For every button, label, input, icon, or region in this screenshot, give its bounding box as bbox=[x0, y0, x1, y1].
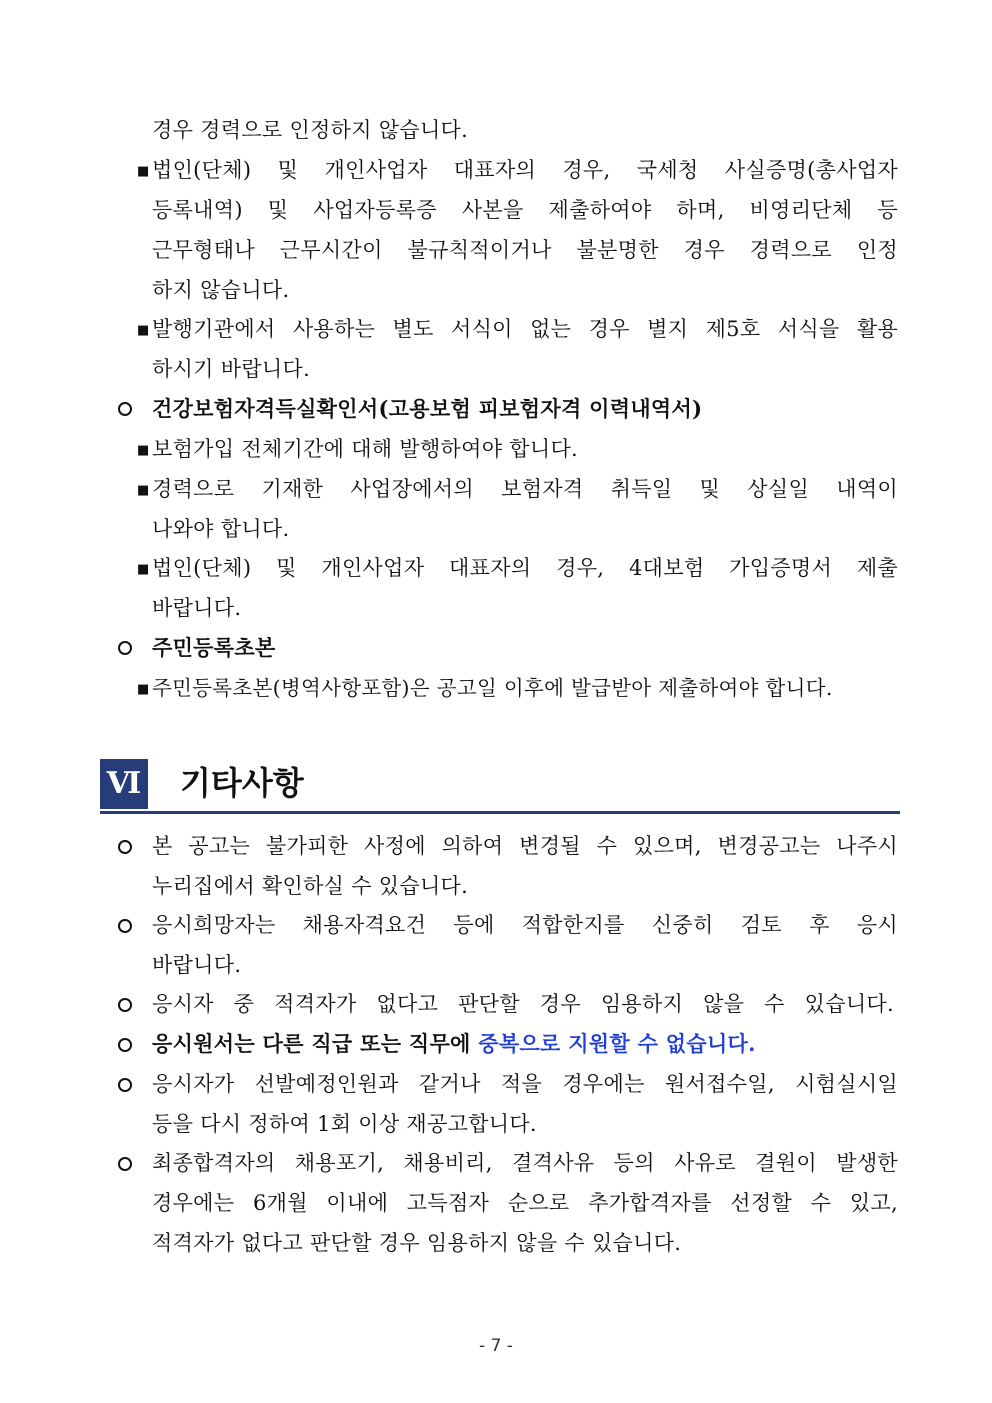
bullet-text: 보험가입 전체기간에 대해 발행하여야 합니다. bbox=[152, 437, 579, 461]
highlight-text: 중복으로 지원할 수 없습니다. bbox=[478, 1031, 756, 1056]
circle-bullet-icon bbox=[118, 1157, 132, 1171]
continuation-line: 경우 경력으로 인정하지 않습니다. bbox=[152, 118, 469, 142]
bullet-square-icon: ■ bbox=[137, 164, 150, 179]
bullet-text: 발행기관에서 사용하는 별도 서식이 없는 경우 별지 제5호 서식을 활용 bbox=[152, 317, 898, 341]
circle-bullet-icon bbox=[118, 840, 132, 854]
item-text: 응시자가 선발예정인원과 같거나 적을 경우에는 원서접수일, 시험실시일 bbox=[152, 1072, 898, 1096]
bullet-square-icon: ■ bbox=[137, 483, 150, 498]
circle-bullet-icon bbox=[118, 641, 132, 655]
bullet-text: 법인(단체) 및 개인사업자 대표자의 경우, 국세청 사실증명(총사업자 bbox=[152, 158, 898, 182]
bullet-text: 근무형태나 근무시간이 불규칙적이거나 불분명한 경우 경력으로 인정 bbox=[152, 238, 898, 262]
item-text: 본 공고는 불가피한 사정에 의하여 변경될 수 있으며, 변경공고는 나주시 bbox=[152, 834, 898, 858]
bullet-text: 하시기 바랍니다. bbox=[152, 357, 311, 381]
item-text: 바랍니다. bbox=[152, 953, 242, 977]
item-text: 최종합격자의 채용포기, 채용비리, 결격사유 등의 사유로 결원이 발생한 bbox=[152, 1151, 898, 1175]
bullet-text: 경력으로 기재한 사업장에서의 보험자격 취득일 및 상실일 내역이 bbox=[152, 477, 898, 501]
bullet-text: 바랍니다. bbox=[152, 596, 242, 620]
item-text: 적격자가 없다고 판단할 경우 임용하지 않을 수 있습니다. bbox=[152, 1231, 682, 1255]
bullet-text: 하지 않습니다. bbox=[152, 278, 290, 302]
item-text: 등을 다시 정하여 1회 이상 재공고합니다. bbox=[152, 1112, 537, 1136]
item-text: 경우에는 6개월 이내에 고득점자 순으로 추가합격자를 선정할 수 있고, bbox=[152, 1191, 898, 1215]
subheading: 주민등록초본 bbox=[152, 635, 276, 660]
item-text: 응시자 중 적격자가 없다고 판단할 경우 임용하지 않을 수 있습니다. bbox=[152, 992, 894, 1016]
bullet-text: 나와야 합니다. bbox=[152, 517, 290, 541]
bullet-square-icon: ■ bbox=[137, 682, 150, 697]
page-number: - 7 - bbox=[479, 1336, 513, 1356]
bullet-square-icon: ■ bbox=[137, 562, 150, 577]
circle-bullet-icon bbox=[118, 1078, 132, 1092]
circle-bullet-icon bbox=[118, 402, 132, 416]
section-divider bbox=[100, 811, 900, 814]
bullet-text: 법인(단체) 및 개인사업자 대표자의 경우, 4대보험 가입증명서 제출 bbox=[152, 556, 898, 580]
item-text: 응시희망자는 채용자격요건 등에 적합한지를 신중히 검토 후 응시 bbox=[152, 913, 898, 937]
item-text-emphasis bbox=[152, 1030, 756, 1058]
subheading: 건강보험자격득실확인서(고용보험 피보험자격 이력내역서) bbox=[152, 396, 703, 421]
bullet-square-icon: ■ bbox=[137, 323, 150, 338]
bullet-square-icon: ■ bbox=[137, 443, 150, 458]
circle-bullet-icon bbox=[118, 919, 132, 933]
section-number-badge: Ⅵ bbox=[100, 759, 148, 809]
item-text: 누리집에서 확인하실 수 있습니다. bbox=[152, 874, 469, 898]
emphasis-text: 응시원서는 다른 직급 또는 직무에 bbox=[152, 1031, 479, 1056]
circle-bullet-icon bbox=[118, 1038, 132, 1052]
section-title: 기타사항 bbox=[180, 764, 304, 802]
bullet-text: 등록내역) 및 사업자등록증 사본을 제출하여야 하며, 비영리단체 등 bbox=[152, 198, 898, 222]
circle-bullet-icon bbox=[118, 998, 132, 1012]
bullet-text: 주민등록초본(병역사항포함)은 공고일 이후에 발급받아 제출하여야 합니다. bbox=[152, 676, 833, 700]
